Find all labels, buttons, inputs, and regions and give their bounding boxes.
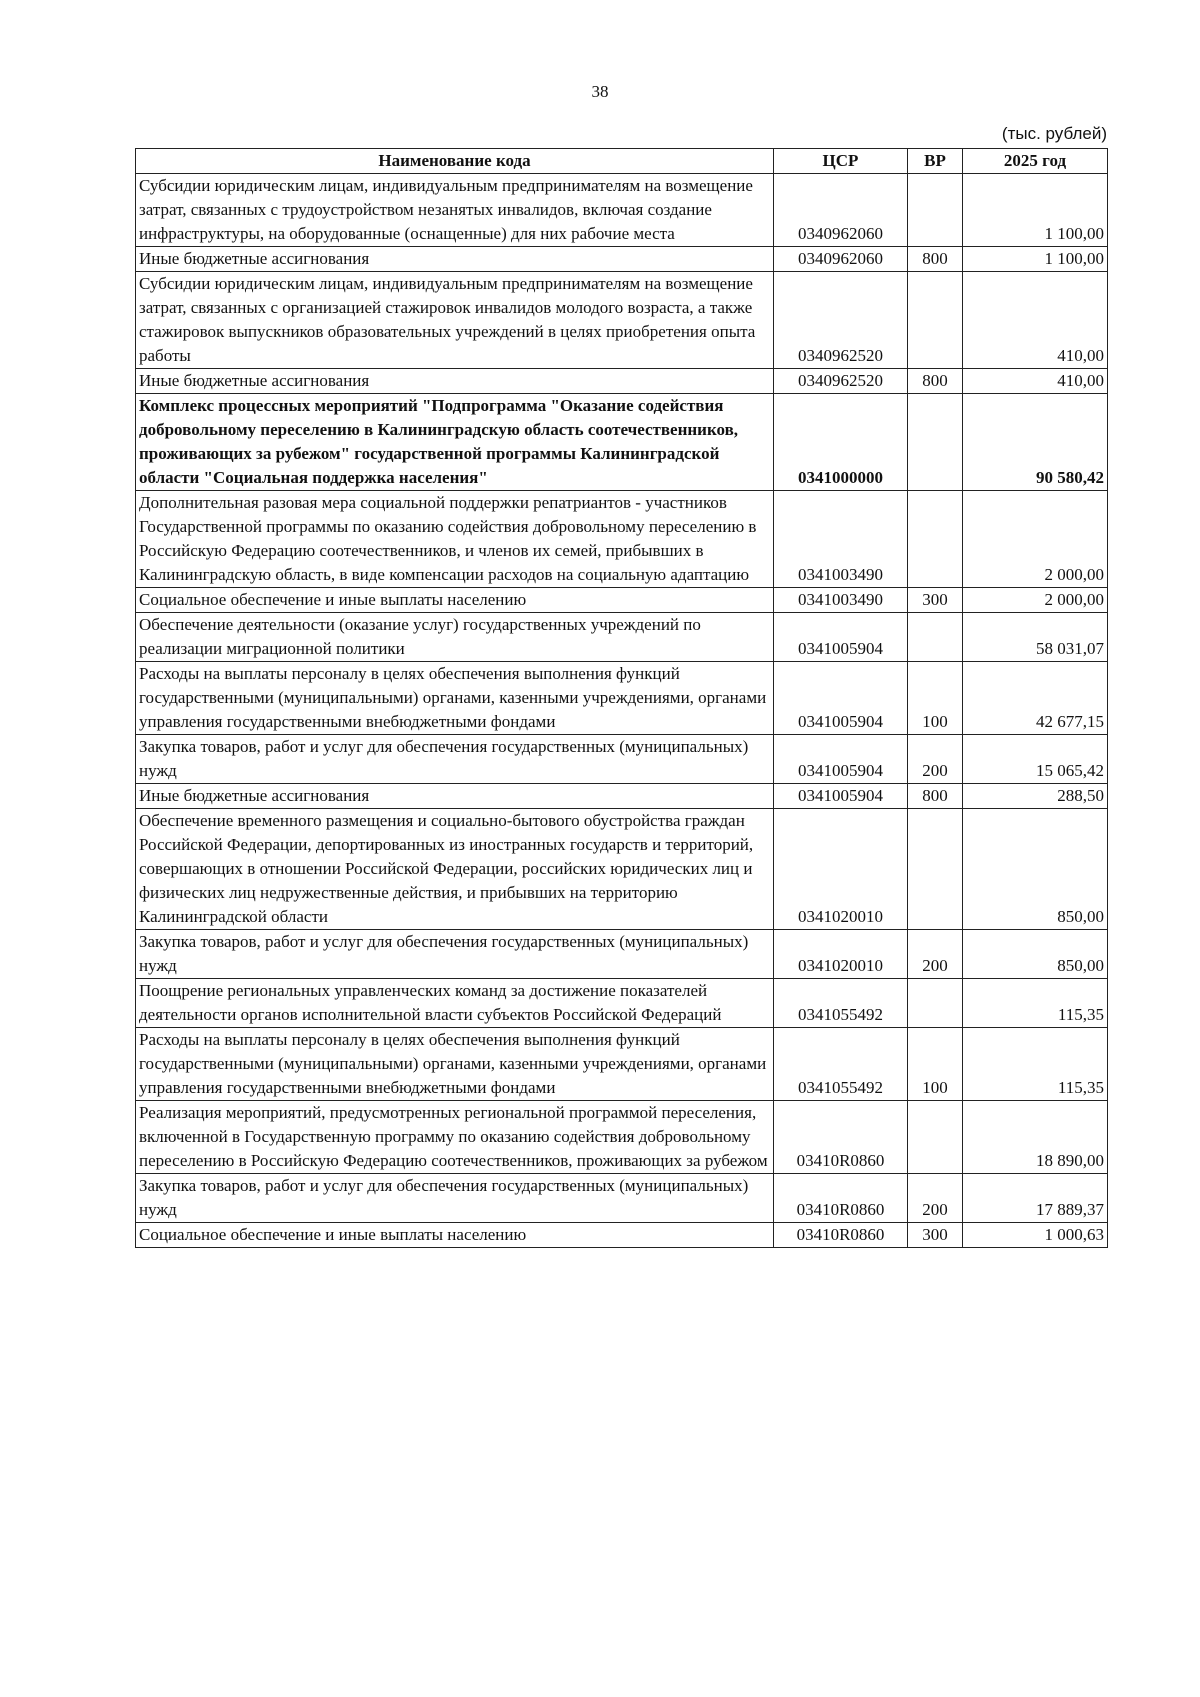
table-row — [136, 979, 1108, 1028]
unit-label: (тыс. рублей) — [1001, 124, 1107, 143]
row-name: Обеспечение деятельности (оказание услуг) государственных учреждений по реализации миграционной политики — [136, 613, 774, 662]
row-vr — [908, 613, 963, 662]
row-csr: 03410R0860 — [774, 1223, 908, 1248]
row-value: 288,50 — [963, 784, 1108, 809]
row-value: 115,35 — [963, 979, 1108, 1028]
row-value: 2 000,00 — [963, 491, 1108, 588]
row-csr: 03410R0860 — [774, 1101, 908, 1174]
row-vr — [908, 809, 963, 930]
row-value: 90 580,42 — [963, 394, 1108, 491]
row-value: 2 000,00 — [963, 588, 1108, 613]
row-csr: 0341055492 — [774, 1028, 908, 1101]
table-row — [136, 1028, 1108, 1101]
row-value: 15 065,42 — [963, 735, 1108, 784]
row-value: 18 890,00 — [963, 1101, 1108, 1174]
row-value: 410,00 — [963, 272, 1108, 369]
row-value: 17 889,37 — [963, 1174, 1108, 1223]
row-value: 850,00 — [963, 809, 1108, 930]
row-csr: 0341003490 — [774, 588, 908, 613]
table-row — [136, 247, 1108, 272]
row-vr — [908, 394, 963, 491]
row-vr — [908, 491, 963, 588]
row-vr: 800 — [908, 369, 963, 394]
row-value: 410,00 — [963, 369, 1108, 394]
table-row — [136, 784, 1108, 809]
row-name: Расходы на выплаты персоналу в целях обеспечения выполнения функций государственными (муниципальными) органами, казенными учреждениями, органами управления государственными внебюджетными фондами — [136, 662, 774, 735]
row-name: Реализация мероприятий, предусмотренных региональной программой переселения, включенной в Государственную программу по оказанию содействия добровольному переселению в Российскую Федерацию соотечественников, проживающих за рубежом — [136, 1101, 774, 1174]
header-vr: ВР — [908, 149, 963, 174]
header-name: Наименование кода — [136, 149, 774, 174]
row-vr: 100 — [908, 662, 963, 735]
row-name: Социальное обеспечение и иные выплаты населению — [136, 1223, 774, 1248]
header-year: 2025 год — [963, 149, 1108, 174]
row-name: Иные бюджетные ассигнования — [136, 784, 774, 809]
header-csr: ЦСР — [774, 149, 908, 174]
row-name: Закупка товаров, работ и услуг для обеспечения государственных (муниципальных) нужд — [136, 735, 774, 784]
row-value: 58 031,07 — [963, 613, 1108, 662]
row-value: 1 100,00 — [963, 174, 1108, 247]
row-vr — [908, 272, 963, 369]
table-row — [136, 491, 1108, 588]
row-vr: 200 — [908, 735, 963, 784]
table-row — [136, 1223, 1108, 1248]
row-name: Комплекс процессных мероприятий "Подпрограмма "Оказание содействия добровольному переселению в Калининградскую область соотечественников, проживающих за рубежом" государственной программы Калининградской области "Социальная поддержка населения" — [136, 394, 774, 491]
table-row — [136, 1101, 1108, 1174]
row-csr: 0340962060 — [774, 174, 908, 247]
row-name: Закупка товаров, работ и услуг для обеспечения государственных (муниципальных) нужд — [136, 1174, 774, 1223]
row-csr: 0341005904 — [774, 784, 908, 809]
row-vr: 100 — [908, 1028, 963, 1101]
row-value: 115,35 — [963, 1028, 1108, 1101]
row-vr: 300 — [908, 588, 963, 613]
row-value: 850,00 — [963, 930, 1108, 979]
table-row — [136, 272, 1108, 369]
table-row — [136, 174, 1108, 247]
row-name: Расходы на выплаты персоналу в целях обеспечения выполнения функций государственными (муниципальными) органами, казенными учреждениями, органами управления государственными внебюджетными фондами — [136, 1028, 774, 1101]
table-row — [136, 1174, 1108, 1223]
table-row — [136, 394, 1108, 491]
row-vr — [908, 174, 963, 247]
row-value: 42 677,15 — [963, 662, 1108, 735]
table-row — [136, 662, 1108, 735]
row-name: Иные бюджетные ассигнования — [136, 247, 774, 272]
table-row — [136, 613, 1108, 662]
row-name: Субсидии юридическим лицам, индивидуальным предпринимателям на возмещение затрат, связанных с организацией стажировок инвалидов молодого возраста, а также стажировок выпускников образовательных учреждений в целях приобретения опыта работы — [136, 272, 774, 369]
row-csr: 0341055492 — [774, 979, 908, 1028]
page-number: 38 — [591, 82, 609, 101]
row-csr: 0340962520 — [774, 369, 908, 394]
row-csr: 0341000000 — [774, 394, 908, 491]
row-name: Обеспечение временного размещения и социально-бытового обустройства граждан Российской Федерации, депортированных из иностранных государств и территорий, совершающих в отношении Российской Федерации, российских юридических лиц и физических лиц недружественные действия, и прибывших на территорию Калининградской области — [136, 809, 774, 930]
row-csr: 03410R0860 — [774, 1174, 908, 1223]
row-name: Субсидии юридическим лицам, индивидуальным предпринимателям на возмещение затрат, связанных с трудоустройством незанятых инвалидов, включая создание инфраструктуры, на оборудованные (оснащенные) для них рабочие места — [136, 174, 774, 247]
table-row — [136, 369, 1108, 394]
row-csr: 0341020010 — [774, 809, 908, 930]
row-name: Поощрение региональных управленческих команд за достижение показателей деятельности органов исполнительной власти субъектов Российской Федераций — [136, 979, 774, 1028]
row-csr: 0341020010 — [774, 930, 908, 979]
table-row — [136, 735, 1108, 784]
row-vr — [908, 1101, 963, 1174]
row-name: Иные бюджетные ассигнования — [136, 369, 774, 394]
row-vr: 200 — [908, 1174, 963, 1223]
table-body — [136, 174, 1108, 1248]
row-name: Дополнительная разовая мера социальной поддержки репатриантов - участников Государственной программы по оказанию содействия добровольному переселению в Российскую Федерацию соотечественников, и членов их семей, прибывших в Калининградскую область, в виде компенсации расходов на социальную адаптацию — [136, 491, 774, 588]
row-name: Социальное обеспечение и иные выплаты населению — [136, 588, 774, 613]
row-vr: 200 — [908, 930, 963, 979]
budget-table — [135, 148, 1108, 1248]
row-vr: 800 — [908, 784, 963, 809]
row-vr: 300 — [908, 1223, 963, 1248]
row-vr — [908, 979, 963, 1028]
row-csr: 0341005904 — [774, 735, 908, 784]
row-value: 1 100,00 — [963, 247, 1108, 272]
row-csr: 0341005904 — [774, 613, 908, 662]
row-csr: 0340962060 — [774, 247, 908, 272]
table-row — [136, 588, 1108, 613]
row-name: Закупка товаров, работ и услуг для обеспечения государственных (муниципальных) нужд — [136, 930, 774, 979]
row-csr: 0341005904 — [774, 662, 908, 735]
table-header-row — [136, 149, 1108, 174]
row-value: 1 000,63 — [963, 1223, 1108, 1248]
table-row — [136, 809, 1108, 930]
row-csr: 0340962520 — [774, 272, 908, 369]
row-vr: 800 — [908, 247, 963, 272]
row-csr: 0341003490 — [774, 491, 908, 588]
table-row — [136, 930, 1108, 979]
